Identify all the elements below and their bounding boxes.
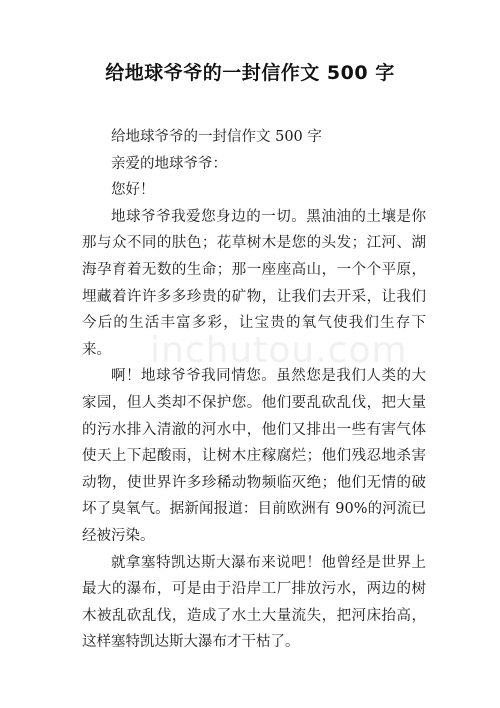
paragraph-subtitle: 给地球爷爷的一封信作文 500 字 [111, 129, 322, 145]
paragraph-love: 地球爷爷我爱您身边的一切。黑油油的土壤是你那与众不同的肤色；花草树木是您的头发；江河、湖海孕育着无数的生命；那一座座高山，一个个平原，埋藏着许许多多珍贵的矿物，让我们去开采，让我们今后的生活丰富多彩，让宝贵的氧气使我们生存下来。 [82, 208, 426, 358]
paragraph-salutation: 亲爱的地球爷爷： [111, 155, 227, 172]
document-body [82, 124, 426, 656]
watermark: inchutou.com [150, 330, 408, 371]
paragraph-waterfall: 就拿塞特凯达斯大瀑布来说吧！他曾经是世界上最大的瀑布，可是由于沿岸工厂排放污水，两边的树木被乱砍乱伐，造成了水土大量流失，把河床抬高，这样塞特凯达斯大瀑布才干枯了。 [82, 554, 426, 651]
document-title: 给地球爷爷的一封信作文 500 字 [105, 62, 395, 84]
paragraph-greeting: 您好！ [111, 182, 155, 199]
paragraph-sympathy: 啊！地球爷爷我同情您。虽然您是我们人类的大家园，但人类却不保护您。他们要乱砍乱伐，把大量的污水排入清澈的河水中，他们又排出一些有害气体使天上下起酸雨，让树木庄稼腐烂；他们残忍地杀害动物，使世界许多珍稀动物频临灭绝；他们无情的破坏了臭氧气。据新闻报道：目前欧洲有 90%的河流已经被污染。 [82, 368, 426, 544]
